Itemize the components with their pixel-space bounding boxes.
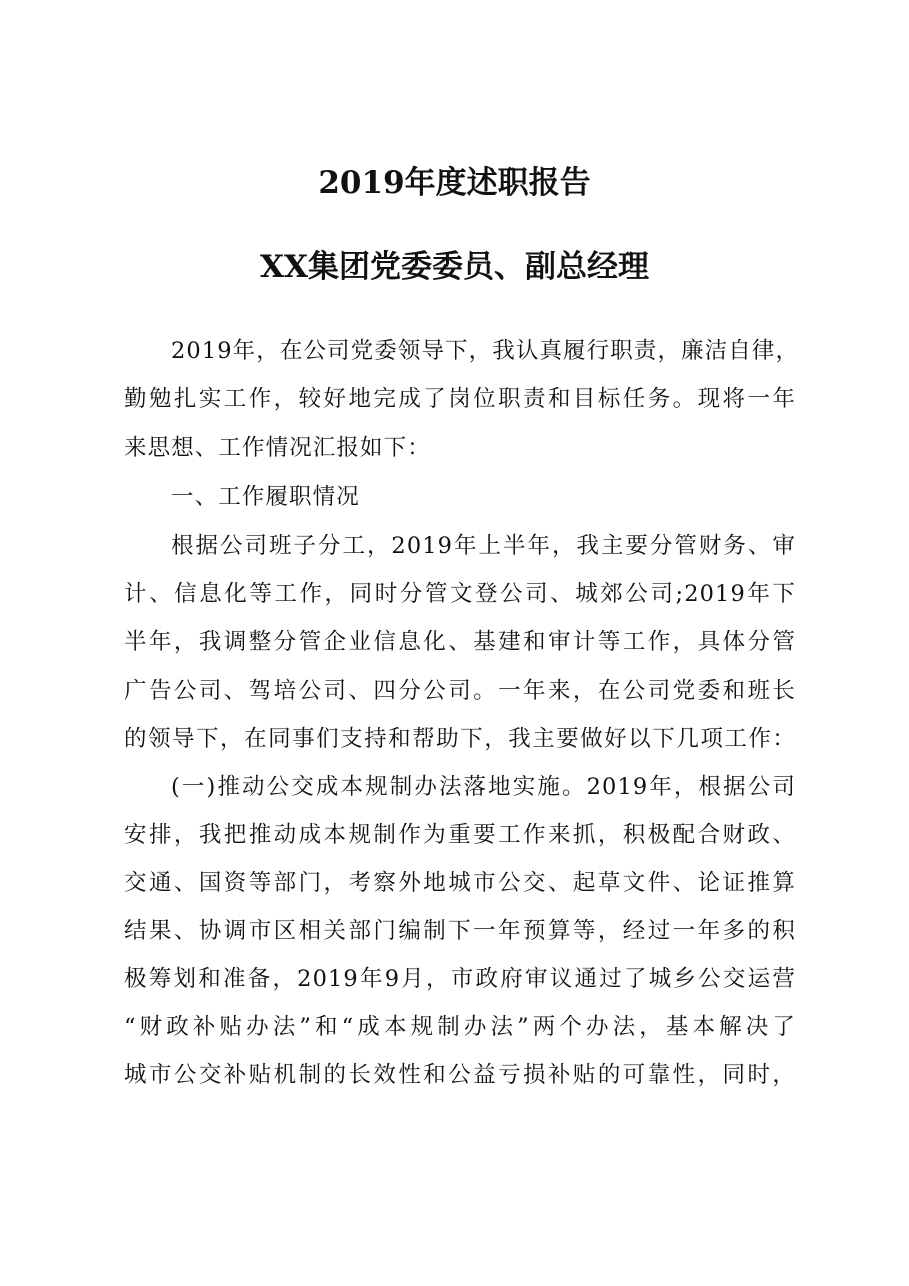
document-title: 2019年度述职报告	[318, 165, 591, 201]
paragraph-1-line-1: 2019年，在公司党委领导下，我认真履行职责，廉洁自律，	[171, 338, 800, 364]
paragraph-3-line-3: 交通、国资等部门，考察外地城市公交、起草文件、论证推算	[124, 870, 796, 896]
paragraph-3-line-4: 结果、协调市区相关部门编制下一年预算等，经过一年多的积	[124, 918, 796, 944]
paragraph-2-line-3: 半年，我调整分管企业信息化、基建和审计等工作，具体分管	[124, 629, 796, 655]
section-heading: 一、工作履职情况	[171, 484, 360, 510]
paragraph-2-line-2: 计、信息化等工作，同时分管文登公司、城郊公司;2019年下	[124, 581, 796, 607]
paragraph-2-line-1: 根据公司班子分工，2019年上半年，我主要分管财务、审	[171, 533, 796, 559]
paragraph-1-line-3: 来思想、工作情况汇报如下：	[124, 435, 431, 461]
paragraph-3-line-7: 城市公交补贴机制的长效性和公益亏损补贴的可靠性，同时，	[124, 1062, 796, 1088]
paragraph-3-line-2: 安排，我把推动成本规制作为重要工作来抓，积极配合财政、	[124, 822, 796, 848]
paragraph-3-line-6: “财政补贴办法”和“成本规制办法”两个办法，基本解决了	[124, 1014, 796, 1040]
paragraph-3-line-1: (一)推动公交成本规制办法落地实施。2019年，根据公司	[171, 774, 796, 800]
paragraph-2-line-5: 的领导下，在同事们支持和帮助下，我主要做好以下几项工作：	[124, 726, 796, 752]
document-subtitle: XX集团党委委员、副总经理	[259, 249, 650, 285]
paragraph-2-line-4: 广告公司、驾培公司、四分公司。一年来，在公司党委和班长	[124, 678, 796, 704]
paragraph-3-line-5: 极筹划和准备，2019年9月，市政府审议通过了城乡公交运营	[124, 966, 796, 992]
paragraph-1-line-2: 勤勉扎实工作，较好地完成了岗位职责和目标任务。现将一年	[124, 386, 796, 412]
